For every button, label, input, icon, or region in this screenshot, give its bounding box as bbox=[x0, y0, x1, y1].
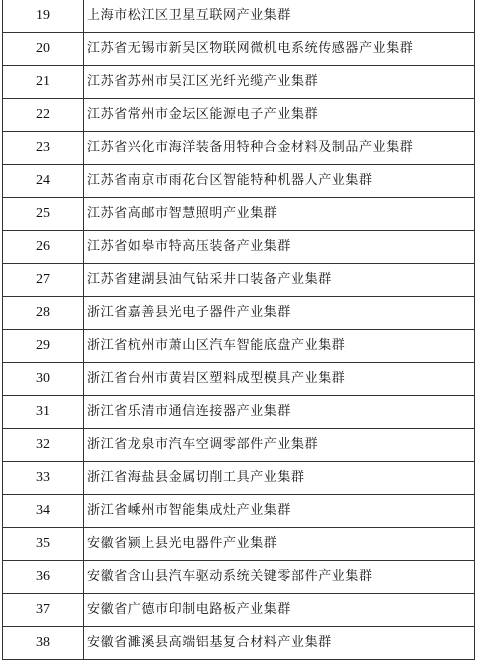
table-row bbox=[3, 462, 475, 495]
table-row bbox=[3, 99, 475, 132]
row-number: 24 bbox=[3, 165, 84, 198]
row-number: 27 bbox=[3, 264, 84, 297]
cluster-name: 江苏省高邮市智慧照明产业集群 bbox=[84, 198, 475, 231]
cluster-name: 安徽省含山县汽车驱动系统关键零部件产业集群 bbox=[84, 561, 475, 594]
row-number: 29 bbox=[3, 330, 84, 363]
table-row bbox=[3, 429, 475, 462]
cluster-name: 上海市松江区卫星互联网产业集群 bbox=[84, 0, 475, 33]
table-row bbox=[3, 627, 475, 660]
cluster-name: 浙江省杭州市萧山区汽车智能底盘产业集群 bbox=[84, 330, 475, 363]
cluster-name: 江苏省兴化市海洋装备用特种合金材料及制品产业集群 bbox=[84, 132, 475, 165]
cluster-name: 安徽省濉溪县高端铝基复合材料产业集群 bbox=[84, 627, 475, 660]
row-number: 32 bbox=[3, 429, 84, 462]
row-number: 28 bbox=[3, 297, 84, 330]
table-row bbox=[3, 561, 475, 594]
table-row bbox=[3, 363, 475, 396]
row-number: 20 bbox=[3, 33, 84, 66]
cluster-name: 浙江省龙泉市汽车空调零部件产业集群 bbox=[84, 429, 475, 462]
cluster-name: 江苏省建湖县油气钻采井口装备产业集群 bbox=[84, 264, 475, 297]
cluster-name: 江苏省如皋市特高压装备产业集群 bbox=[84, 231, 475, 264]
table-row bbox=[3, 198, 475, 231]
table-row bbox=[3, 231, 475, 264]
row-number: 31 bbox=[3, 396, 84, 429]
row-number: 23 bbox=[3, 132, 84, 165]
table-row bbox=[3, 165, 475, 198]
table-row bbox=[3, 330, 475, 363]
cluster-list-body bbox=[3, 0, 475, 660]
cluster-name: 安徽省广德市印制电路板产业集群 bbox=[84, 594, 475, 627]
cluster-name: 浙江省嘉善县光电子器件产业集群 bbox=[84, 297, 475, 330]
row-number: 30 bbox=[3, 363, 84, 396]
row-number: 33 bbox=[3, 462, 84, 495]
row-number: 26 bbox=[3, 231, 84, 264]
cluster-name: 浙江省海盐县金属切削工具产业集群 bbox=[84, 462, 475, 495]
table-row bbox=[3, 66, 475, 99]
row-number: 35 bbox=[3, 528, 84, 561]
row-number: 38 bbox=[3, 627, 84, 660]
cluster-list-table bbox=[2, 0, 475, 660]
row-number: 19 bbox=[3, 0, 84, 33]
cluster-name: 江苏省南京市雨花台区智能特种机器人产业集群 bbox=[84, 165, 475, 198]
row-number: 37 bbox=[3, 594, 84, 627]
row-number: 34 bbox=[3, 495, 84, 528]
table-row bbox=[3, 297, 475, 330]
table-row bbox=[3, 594, 475, 627]
cluster-name: 江苏省苏州市吴江区光纤光缆产业集群 bbox=[84, 66, 475, 99]
cluster-name: 江苏省常州市金坛区能源电子产业集群 bbox=[84, 99, 475, 132]
table-row bbox=[3, 264, 475, 297]
table-row bbox=[3, 33, 475, 66]
cluster-name: 浙江省嵊州市智能集成灶产业集群 bbox=[84, 495, 475, 528]
table-row bbox=[3, 0, 475, 33]
row-number: 22 bbox=[3, 99, 84, 132]
cluster-name: 浙江省台州市黄岩区塑料成型模具产业集群 bbox=[84, 363, 475, 396]
table-row bbox=[3, 132, 475, 165]
table-row bbox=[3, 528, 475, 561]
row-number: 25 bbox=[3, 198, 84, 231]
row-number: 36 bbox=[3, 561, 84, 594]
table-row bbox=[3, 396, 475, 429]
table-row bbox=[3, 495, 475, 528]
cluster-name: 江苏省无锡市新吴区物联网微机电系统传感器产业集群 bbox=[84, 33, 475, 66]
row-number: 21 bbox=[3, 66, 84, 99]
cluster-name: 浙江省乐清市通信连接器产业集群 bbox=[84, 396, 475, 429]
cluster-name: 安徽省颍上县光电器件产业集群 bbox=[84, 528, 475, 561]
